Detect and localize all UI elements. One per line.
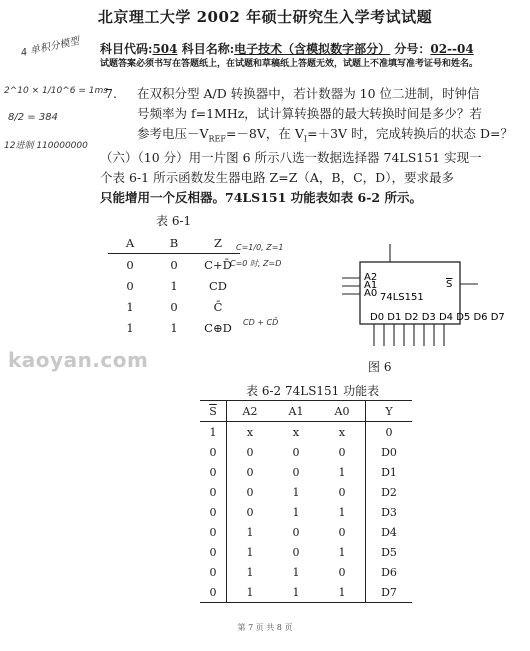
table-header: A0 <box>319 401 366 422</box>
table-cell: 0 <box>292 445 300 459</box>
table-row <box>108 275 240 296</box>
table-row <box>200 522 412 542</box>
table-cell: C̄ <box>213 299 223 314</box>
table-header: A <box>108 232 152 254</box>
handwritten-note: C=0 时, Z=D <box>230 259 282 268</box>
subject-name: 电子技术（含模拟数字部分） <box>234 42 391 56</box>
chip-name: 74LS151 <box>380 292 424 303</box>
table-row <box>200 462 412 482</box>
table-cell: 1 <box>246 565 254 579</box>
table-cell: 0 <box>126 257 134 272</box>
table-cell: D3 <box>366 502 413 522</box>
table-cell: 1 <box>273 582 319 603</box>
table-cell: D2 <box>366 482 413 502</box>
table-cell: 0 <box>200 562 227 582</box>
handwritten-note: 12进制 110000000 <box>4 141 88 151</box>
question-6-text: （六）（10 分）用一片图 6 所示八选一数据选择器 74LS151 实现一 <box>100 150 482 165</box>
chip-74ls151-diagram <box>340 244 505 354</box>
table-cell: 1 <box>126 320 134 335</box>
table-cell: 1 <box>338 465 346 479</box>
subject-code: 504 <box>152 42 178 56</box>
table-cell: 0 <box>292 545 300 559</box>
table-cell: 0 <box>366 422 413 443</box>
table-header: Y <box>366 401 413 422</box>
page-footer: 第 7 页 共 8 页 <box>237 623 293 632</box>
table-cell: 1 <box>227 582 274 603</box>
subject-name-label: 科目名称: <box>181 42 235 56</box>
table-6-1 <box>108 232 240 338</box>
table-cell: 0 <box>200 542 227 562</box>
table-cell: 0 <box>126 278 134 293</box>
question-7-text: 号频率为 f=1MHz，试计算转换器的最大转换时间是多少？若 <box>137 106 482 121</box>
table-cell: x <box>338 425 346 439</box>
table-cell: 1 <box>246 545 254 559</box>
table-cell: CD <box>208 278 228 293</box>
table-cell: 1 <box>292 565 300 579</box>
table-cell: 0 <box>338 565 346 579</box>
table-6-2-caption: 表 6-2 74LS151 功能表 <box>246 384 380 398</box>
handwritten-note: C=1/0, Z=1 <box>236 243 284 252</box>
table-6-1-caption: 表 6-1 <box>156 214 192 228</box>
table-header: Z <box>196 232 240 254</box>
table-row <box>200 562 412 582</box>
table-cell: 1 <box>126 299 134 314</box>
table-cell: 1 <box>292 505 300 519</box>
part-label: 分号： <box>394 42 431 56</box>
table-cell: 0 <box>246 505 254 519</box>
table-cell: D5 <box>366 542 413 562</box>
table-cell: 0 <box>338 445 346 459</box>
table-row <box>108 296 240 317</box>
table-cell: 0 <box>246 485 254 499</box>
question-6-text: 只能增用一个反相器。74LS151 功能表如表 6-2 所示。 <box>100 190 422 205</box>
table-cell: 0 <box>200 502 227 522</box>
table-row <box>200 542 412 562</box>
table-cell: D4 <box>366 522 413 542</box>
table-cell: 1 <box>338 545 346 559</box>
table-cell: 1 <box>170 320 178 335</box>
exam-notice: 试题答案必须书写在答题纸上，在试题和草稿纸上答题无效，试题上不准填写准考证号和姓名。 <box>100 59 479 69</box>
subject-code-label: 科目代码: <box>100 42 153 56</box>
table-cell: x <box>246 425 254 439</box>
question-6-text: 个表 6-1 所示函数发生器电路 Z=Z（A，B，C，D），要求最多 <box>100 170 454 185</box>
table-cell: 1 <box>319 582 366 603</box>
table-row <box>200 482 412 502</box>
table-cell: 1 <box>292 485 300 499</box>
table-header: $\overline{S}$ <box>200 401 227 422</box>
watermark: kaoyan.com <box>8 348 149 372</box>
table-cell: 0 <box>200 442 227 462</box>
table-row <box>200 422 412 443</box>
table-header: B <box>152 232 196 254</box>
table-cell: x <box>292 425 300 439</box>
handwritten-note: CD + CD̄ <box>243 318 279 327</box>
table-cell: 1 <box>170 278 178 293</box>
handwritten-note: 4 单积分模型 <box>19 35 81 60</box>
table-cell: 0 <box>246 465 254 479</box>
part-value: 02--04 <box>430 42 474 56</box>
table-cell: 0 <box>246 445 254 459</box>
table-cell: 0 <box>200 522 227 542</box>
table-cell: 0 <box>170 299 178 314</box>
subject-line <box>100 40 474 57</box>
table-row <box>200 582 412 603</box>
table-row <box>200 442 412 462</box>
question-7-text: 参考电压$-V_{REF}=-8V$，在 $V_I=+3V$ 时，完成转换后的状态 D=？ <box>137 126 513 144</box>
handwritten-note: 2^10 × 1/10^6 = 1ms <box>4 86 108 96</box>
table-header: A1 <box>273 401 319 422</box>
table-cell: 1 <box>200 422 227 443</box>
pin-label: A2 <box>364 272 378 283</box>
table-row <box>108 254 240 276</box>
table-header: A2 <box>227 401 274 422</box>
table-cell: 0 <box>170 257 178 272</box>
table-cell: 0 <box>200 482 227 502</box>
table-cell: 0 <box>292 465 300 479</box>
table-cell: D7 <box>366 582 413 603</box>
table-cell: D6 <box>366 562 413 582</box>
table-cell: D1 <box>366 462 413 482</box>
table-cell: 0 <box>338 485 346 499</box>
table-cell: D0 <box>366 442 413 462</box>
table-cell: 0 <box>200 462 227 482</box>
table-cell: 1 <box>338 505 346 519</box>
table-cell: C+D̄ <box>204 257 232 272</box>
table-cell: 0 <box>200 582 227 603</box>
table-cell: 0 <box>338 525 346 539</box>
pin-label: S <box>446 279 453 290</box>
table-cell: 1 <box>246 525 254 539</box>
handwritten-note: 8/2 = 384 <box>8 112 58 123</box>
table-6-2 <box>200 400 412 603</box>
question-7-number: 7. <box>105 86 117 101</box>
pin-label: A0 <box>364 288 378 299</box>
figure-6-caption: 图 6 <box>368 360 392 374</box>
table-row <box>108 317 240 338</box>
pin-label: A1 <box>364 280 378 291</box>
table-row <box>200 502 412 522</box>
pin-label: D0 D1 D2 D3 D4 D5 D6 D7 <box>370 312 505 323</box>
table-cell: 0 <box>292 525 300 539</box>
question-7-text: 在双积分型 A/D 转换器中，若计数器为 10 位二进制，时钟信 <box>137 86 480 101</box>
table-cell: C⊕D <box>204 320 232 335</box>
exam-title: 北京理工大学 2002 年硕士研究生入学考试试题 <box>97 8 433 26</box>
